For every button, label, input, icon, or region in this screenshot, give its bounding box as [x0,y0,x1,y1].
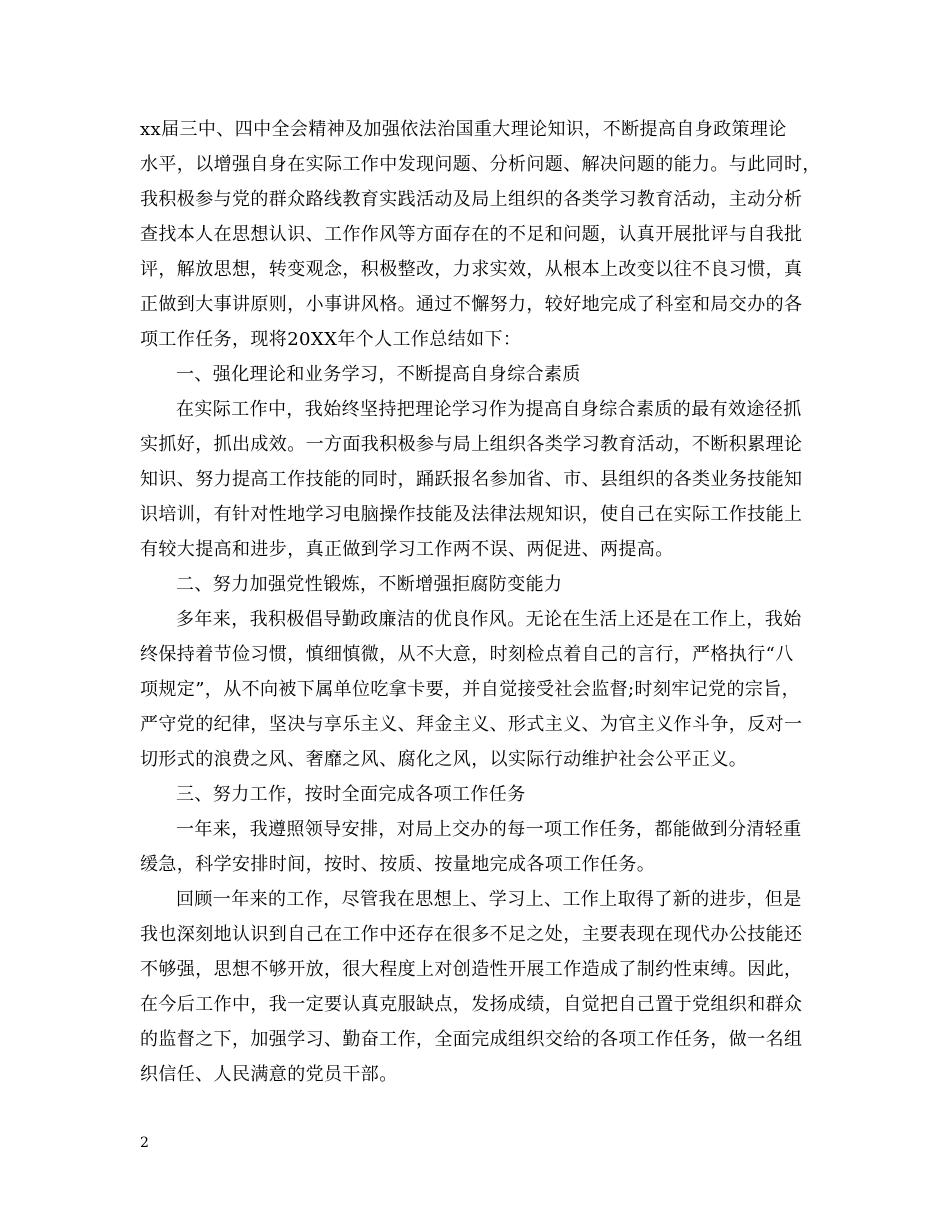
body-line: 回顾一年来的工作，尽管我在思想上、学习上、工作上取得了新的进步，但是 [176,889,802,910]
body-line: 项规定”，从不向被下属单位吃拿卡要，并自觉接受社会监督;时刻牢记党的宗旨， [140,679,801,700]
body-line: 我积极参与党的群众路线教育实践活动及局上组织的各类学习教育活动，主动分析 [140,189,803,210]
body-line: 识培训，有针对性地学习电脑操作技能及法律法规知识，使自己在实际工作技能上 [140,504,803,525]
body-line: xx届三中、四中全会精神及加强依法治国重大理论知识，不断提高自身政策理论 [140,119,787,140]
body-line: 在今后工作中，我一定要认真克服缺点，发扬成绩，自觉把自己置于党组织和群众 [140,994,803,1015]
body-line: 水平，以增强自身在实际工作中发现问题、分析问题、解决问题的能力。与此同时， [140,154,821,175]
body-line: 终保持着节俭习惯，慎细慎微，从不大意，时刻检点着自己的言行，严格执行“八 [140,644,794,665]
body-line: 评，解放思想，转变观念，积极整改，力求实效，从根本上改变以往不良习惯，真 [140,259,803,280]
body-line: 切形式的浪费之风、奢靡之风、腐化之风，以实际行动维护社会公平正义。 [140,749,748,770]
body-line: 多年来，我积极倡导勤政廉洁的优良作风。无论在生活上还是在工作上，我始 [176,609,802,630]
body-line: 在实际工作中，我始终坚持把理论学习作为提高自身综合素质的最有效途径抓 [176,399,802,420]
body-line: 正做到大事讲原则，小事讲风格。通过不懈努力，较好地完成了科室和局交办的各 [140,294,803,315]
body-line: 项工作任务，现将20XX年个人工作总结如下： [140,329,522,350]
body-line: 缓急，科学安排时间，按时、按质、按量地完成各项工作任务。 [140,854,656,875]
body-line: 不够强，思想不够开放，很大程度上对创造性开展工作造成了制约性束缚。因此， [140,959,803,980]
body-line: 的监督之下，加强学习、勤奋工作，全面完成组织交给的各项工作任务，做一名组 [140,1029,803,1050]
body-line: 严守党的纪律，坚决与享乐主义、拜金主义、形式主义、为官主义作斗争，反对一 [140,714,803,735]
section-heading: 一、强化理论和业务学习，不断提高自身综合素质 [176,364,581,385]
section-heading: 二、努力加强党性锻炼，不断增强拒腐防变能力 [176,574,563,595]
body-line: 实抓好，抓出成效。一方面我积极参与局上组织各类学习教育活动，不断积累理论 [140,434,803,455]
page-number: 2 [140,1135,149,1151]
body-line: 我也深刻地认识到自己在工作中还存在很多不足之处，主要表现在现代办公技能还 [140,924,803,945]
body-line: 有较大提高和进步，真正做到学习工作两不误、两促进、两提高。 [140,539,674,560]
body-line: 查找本人在思想认识、工作作风等方面存在的不足和问题，认真开展批评与自我批 [140,224,803,245]
body-line: 一年来，我遵照领导安排，对局上交办的每一项工作任务，都能做到分清轻重 [176,819,802,840]
body-line: 织信任、人民满意的党员干部。 [140,1064,398,1085]
body-line: 知识、努力提高工作技能的同时，踊跃报名参加省、市、县组织的各类业务技能知 [140,469,803,490]
section-heading: 三、努力工作，按时全面完成各项工作任务 [176,784,526,805]
